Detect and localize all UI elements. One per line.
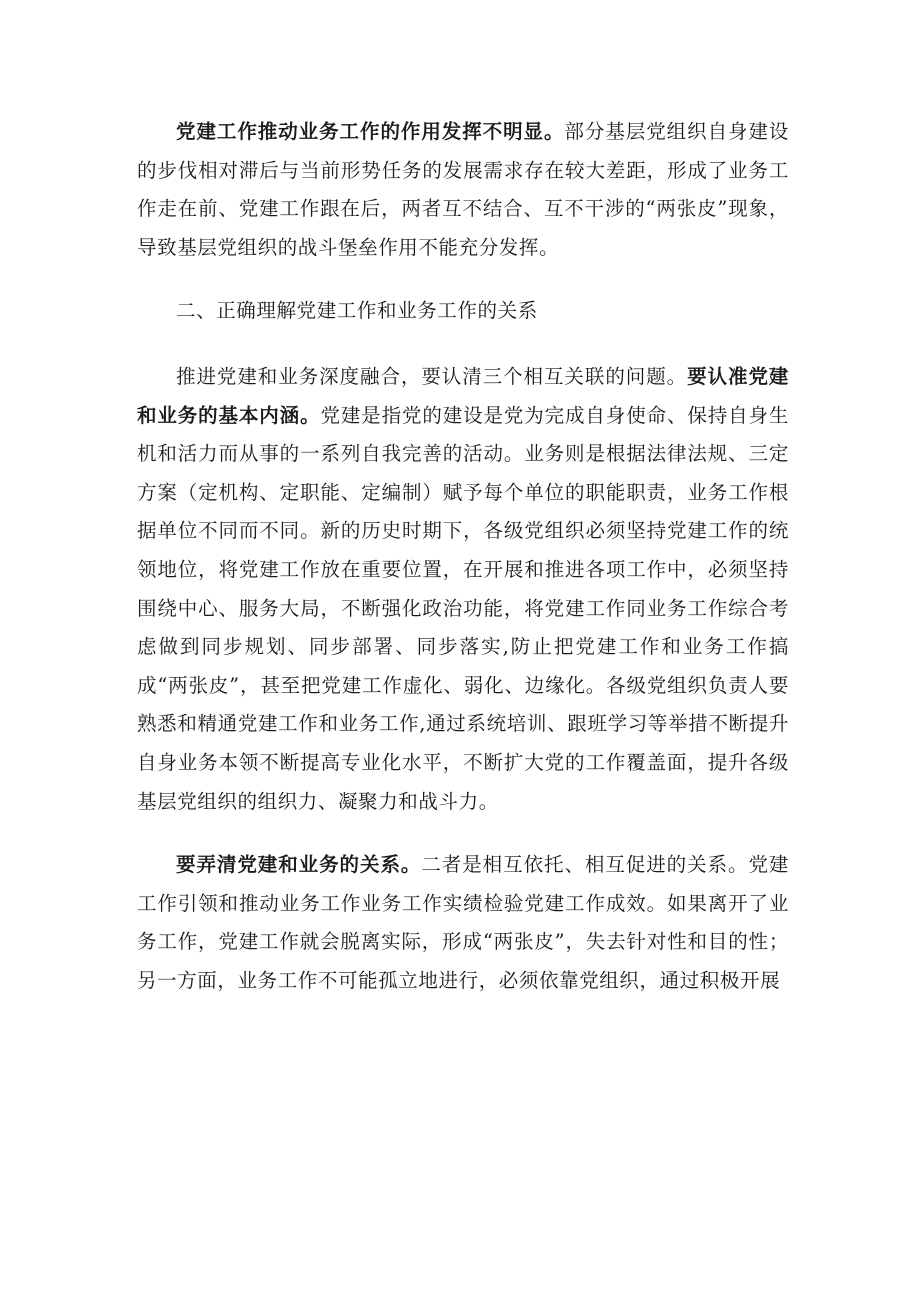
paragraph-1-lead: 党建工作推动业务工作的作用发挥不明显。 [176, 120, 565, 143]
paragraph-3 [137, 846, 789, 1000]
paragraph-2 [137, 358, 789, 821]
paragraph-2-body: 党建是指党的建设是党为完成自身使命、保持自身生机和活力而从事的一系列自我完善的活动。业务则是根据法律法规、三定方案（定机构、定职能、定编制）赋予每个单位的职能职责，业务工作根据单位不同而不同。新的历史时期下，各级党组织必须坚持党建工作的统领地位，将党建工作放在重要位置，在开展和推进各项工作中，必须坚持围绕中心、服务大局，不断强化政治功能，将党建工作同业务工作综合考虑做到同步规划、同步部署、同步落实,防止把党建工作和业务工作搞成“两张皮”，甚至把党建工作虚化、弱化、边缘化。各级党组织负责人要熟悉和精通党建工作和业务工作,通过系统培训、跟班学习等举措不断提升自身业务本领不断提高专业化水平，不断扩大党的工作覆盖面，提升各级基层党组织的组织力、凝聚力和战斗力。 [137, 403, 789, 813]
section-heading: 二、正确理解党建工作和业务工作的关系 [176, 299, 538, 323]
paragraph-2-intro: 推进党建和业务深度融合，要认清三个相互关联的问题。 [176, 364, 688, 388]
paragraph-1 [137, 113, 789, 267]
document-page [137, 113, 789, 1000]
paragraph-2-lead: 要认准党建和业务的基本内涵。 [137, 364, 789, 427]
paragraph-3-body: 二者是相互依托、相互促进的关系。党建工作引领和推动业务工作业务工作实绩检验党建工作成效。如果离开了业务工作，党建工作就会脱离实际，形成“两张皮”，失去针对性和目的性；另一方面，业务工作不可能孤立地进行，必须依靠党组织，通过积极开展 [137, 853, 789, 992]
paragraph-1-body: 部分基层党组织自身建设的步伐相对滞后与当前形势任务的发展需求存在较大差距，形成了业务工作走在前、党建工作跟在后，两者互不结合、互不干涉的“两张皮”现象，导致基层党组织的战斗堡垒作用不能充分发挥。 [137, 120, 789, 259]
paragraph-3-lead: 要弄清党建和业务的关系。 [176, 853, 422, 877]
